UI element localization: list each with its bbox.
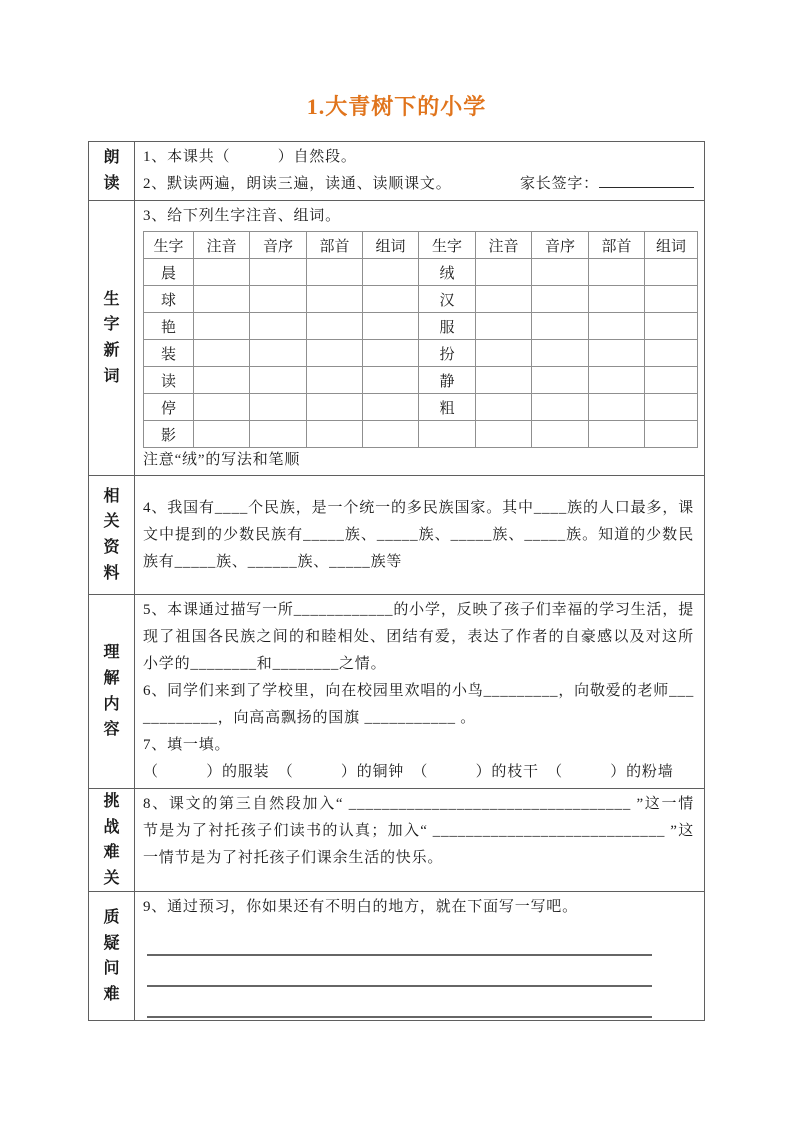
section-header-new-words bbox=[89, 201, 135, 476]
blank-cell bbox=[250, 394, 307, 421]
blank-cell bbox=[589, 394, 645, 421]
char-cell: 球 bbox=[144, 286, 194, 313]
answer-line bbox=[147, 925, 652, 956]
section-header-comprehension-label: 理解内容 bbox=[103, 644, 120, 739]
blank-cell bbox=[363, 313, 419, 340]
blank-cell bbox=[589, 421, 645, 448]
section-header-reading-label: 朗读 bbox=[103, 149, 120, 192]
character-row bbox=[144, 286, 698, 313]
blank-cell bbox=[194, 394, 250, 421]
page-title: 1.大青树下的小学 bbox=[306, 94, 487, 119]
blank-cell bbox=[250, 340, 307, 367]
blank-cell bbox=[363, 286, 419, 313]
blank-cell bbox=[307, 313, 363, 340]
blank-cell bbox=[589, 367, 645, 394]
reading-item-2: 2、默读两遍，朗读三遍，读通、读顺课文。 bbox=[143, 176, 452, 192]
blank-cell bbox=[476, 340, 532, 367]
character-row bbox=[144, 259, 698, 286]
comprehension-item-6: 6、同学们来到了学校里，向在校园里欢唱的小鸟_________，向敬爱的老师____________，向高高飘扬的国旗 ___________ 。 bbox=[143, 683, 694, 726]
blank-cell bbox=[363, 394, 419, 421]
parent-signature-label: 家长签字： bbox=[519, 176, 599, 192]
char-cell: 停 bbox=[144, 394, 194, 421]
blank-cell bbox=[307, 340, 363, 367]
blank-cell bbox=[363, 421, 419, 448]
col-header-alpha-order: 音序 bbox=[532, 232, 589, 259]
col-header-char: 生字 bbox=[419, 232, 476, 259]
blank-cell bbox=[645, 340, 698, 367]
blank-cell bbox=[250, 421, 307, 448]
blank-cell bbox=[645, 259, 698, 286]
character-row bbox=[144, 367, 698, 394]
char-cell: 扮 bbox=[419, 340, 476, 367]
character-row bbox=[144, 394, 698, 421]
section-reading-content bbox=[135, 142, 705, 201]
questions-item-9: 9、通过预习，你如果还有不明白的地方，就在下面写一写吧。 bbox=[143, 899, 578, 916]
blank-cell bbox=[532, 367, 589, 394]
col-header-pinyin: 注音 bbox=[476, 232, 532, 259]
comprehension-item-7: 7、填一填。 bbox=[143, 737, 231, 753]
col-header-alpha-order: 音序 bbox=[250, 232, 307, 259]
section-new-words-content bbox=[135, 201, 705, 476]
blank-cell bbox=[645, 394, 698, 421]
section-header-related-material bbox=[89, 476, 135, 595]
char-cell: 粗 bbox=[419, 394, 476, 421]
char-cell: 静 bbox=[419, 367, 476, 394]
section-related-material bbox=[89, 476, 705, 595]
blank-cell bbox=[363, 367, 419, 394]
character-row bbox=[144, 421, 698, 448]
blank-cell bbox=[250, 259, 307, 286]
character-table-header-row bbox=[144, 232, 698, 259]
character-row bbox=[144, 313, 698, 340]
char-cell: 服 bbox=[419, 313, 476, 340]
col-header-radical: 部首 bbox=[589, 232, 645, 259]
section-challenge-content bbox=[135, 789, 705, 892]
blank-cell bbox=[589, 313, 645, 340]
char-cell: 晨 bbox=[144, 259, 194, 286]
section-header-questions bbox=[89, 892, 135, 1021]
blank-cell bbox=[589, 340, 645, 367]
blank-cell bbox=[194, 259, 250, 286]
blank-cell bbox=[532, 259, 589, 286]
reading-item-1: 1、本课共（ ）自然段。 bbox=[143, 149, 357, 165]
blank-cell bbox=[476, 259, 532, 286]
section-questions-content bbox=[135, 892, 705, 1021]
blank-cell bbox=[645, 313, 698, 340]
character-table bbox=[143, 231, 698, 448]
blank-cell bbox=[476, 394, 532, 421]
blank-cell bbox=[476, 313, 532, 340]
answer-line bbox=[147, 956, 652, 987]
section-comprehension-content bbox=[135, 595, 705, 789]
col-header-word: 组词 bbox=[363, 232, 419, 259]
blank-cell bbox=[589, 286, 645, 313]
section-reading bbox=[89, 142, 705, 201]
char-cell: 影 bbox=[144, 421, 194, 448]
blank-cell bbox=[307, 394, 363, 421]
section-new-words bbox=[89, 201, 705, 476]
col-header-pinyin: 注音 bbox=[194, 232, 250, 259]
section-comprehension bbox=[89, 595, 705, 789]
blank-cell bbox=[194, 340, 250, 367]
blank-cell bbox=[476, 286, 532, 313]
char-cell: 装 bbox=[144, 340, 194, 367]
char-cell bbox=[419, 421, 476, 448]
worksheet-table bbox=[88, 141, 705, 1021]
blank-cell bbox=[363, 340, 419, 367]
char-cell: 绒 bbox=[419, 259, 476, 286]
answer-lines bbox=[143, 925, 694, 1018]
blank-cell bbox=[307, 286, 363, 313]
blank-cell bbox=[532, 421, 589, 448]
reading-item-2-row bbox=[143, 171, 694, 198]
section-header-related-material-label: 相关资料 bbox=[103, 487, 120, 582]
section-header-new-words-label: 生字新词 bbox=[103, 290, 120, 385]
section-questions bbox=[89, 892, 705, 1021]
blank-cell bbox=[532, 286, 589, 313]
section-header-challenge bbox=[89, 789, 135, 892]
parent-signature-blank bbox=[599, 172, 694, 188]
comprehension-item-5: 5、本课通过描写一所____________的小学，反映了孩子们幸福的学习生活，提现了祖国各民族之间的和睦相处、团结有爱，表达了作者的自豪感以及对这所小学的________和________之情。 bbox=[143, 602, 694, 672]
blank-cell bbox=[250, 313, 307, 340]
blank-cell bbox=[194, 421, 250, 448]
col-header-radical: 部首 bbox=[307, 232, 363, 259]
char-cell: 读 bbox=[144, 367, 194, 394]
character-row bbox=[144, 340, 698, 367]
blank-cell bbox=[645, 286, 698, 313]
blank-cell bbox=[250, 286, 307, 313]
blank-cell bbox=[532, 340, 589, 367]
blank-cell bbox=[307, 259, 363, 286]
section-header-questions-label: 质疑问难 bbox=[103, 909, 120, 1003]
blank-cell bbox=[645, 367, 698, 394]
blank-cell bbox=[194, 286, 250, 313]
new-words-note: 注意“绒”的写法和笔顺 bbox=[143, 452, 301, 468]
blank-cell bbox=[532, 394, 589, 421]
char-cell: 艳 bbox=[144, 313, 194, 340]
related-material-item-4: 4、我国有____个民族，是一个统一的多民族国家。其中____族的人口最多，课文中提到的少数民族有_____族、_____族、_____族、_____族。知道的少数民族有_____族、______族、_____族等 bbox=[143, 499, 694, 570]
new-words-prompt: 3、给下列生字注音、组词。 bbox=[143, 208, 341, 224]
blank-cell bbox=[194, 367, 250, 394]
section-header-comprehension bbox=[89, 595, 135, 789]
blank-cell bbox=[589, 259, 645, 286]
challenge-item-8: 8、课文的第三自然段加入“ __________________________________ ”这一情节是为了衬托孩子们读书的认真；加入“ ____________________________ ”这一情节是为了衬托孩子们课余生活的快乐。 bbox=[143, 796, 694, 866]
section-header-challenge-label: 挑战难关 bbox=[103, 793, 120, 887]
blank-cell bbox=[532, 313, 589, 340]
parent-signature-group bbox=[520, 171, 694, 198]
blank-cell bbox=[476, 367, 532, 394]
col-header-char: 生字 bbox=[144, 232, 194, 259]
comprehension-item-7-blanks: （ ）的服装 （ ）的铜钟 （ ）的枝干 （ ）的粉墙 bbox=[143, 764, 674, 780]
blank-cell bbox=[307, 421, 363, 448]
answer-line bbox=[147, 987, 652, 1018]
blank-cell bbox=[476, 421, 532, 448]
blank-cell bbox=[194, 313, 250, 340]
blank-cell bbox=[645, 421, 698, 448]
blank-cell bbox=[250, 367, 307, 394]
blank-cell bbox=[363, 259, 419, 286]
blank-cell bbox=[307, 367, 363, 394]
char-cell: 汉 bbox=[419, 286, 476, 313]
section-related-material-content bbox=[135, 476, 705, 595]
section-challenge bbox=[89, 789, 705, 892]
col-header-word: 组词 bbox=[645, 232, 698, 259]
section-header-reading bbox=[89, 142, 135, 201]
